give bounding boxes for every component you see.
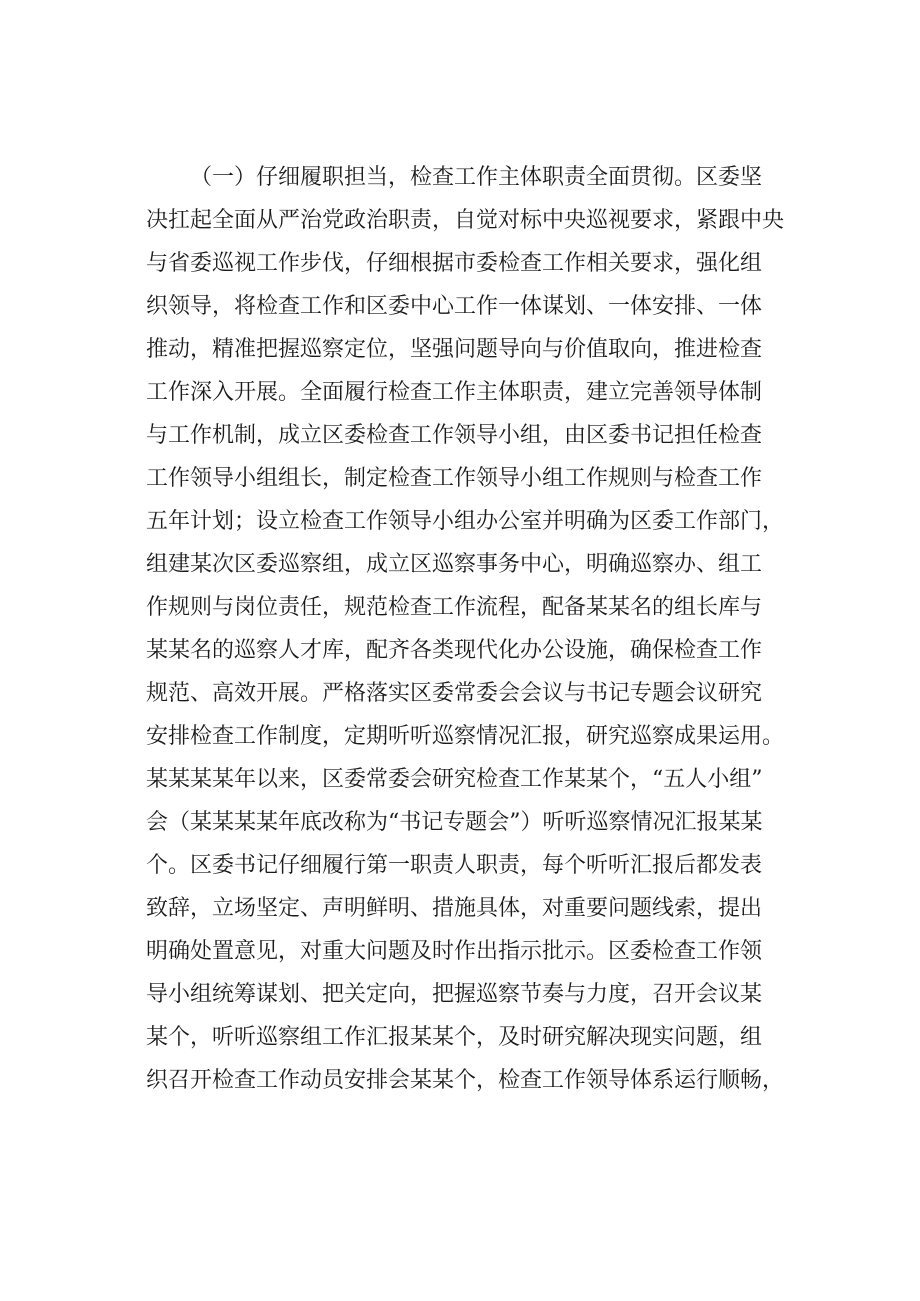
paragraph-line: （一）仔细履职担当，检查工作主体职责全面贯彻。区委坚 bbox=[190, 165, 763, 190]
paragraph-line: 与省委巡视工作步伐，仔细根据市委检查工作相关要求，强化组 bbox=[146, 251, 763, 276]
paragraph-line: 织领导，将检查工作和区委中心工作一体谋划、一体安排、一体 bbox=[146, 294, 763, 319]
body-paragraph bbox=[146, 156, 806, 1102]
paragraph-line: 推动，精准把握巡察定位，坚强问题导向与价值取向，推进检查 bbox=[146, 337, 763, 362]
paragraph-line: 作规则与岗位责任，规范检查工作流程，配备某某名的组长库与 bbox=[146, 595, 763, 620]
paragraph-line: 工作深入开展。全面履行检查工作主体职责，建立完善领导体制 bbox=[146, 380, 763, 405]
paragraph-line: 个。区委书记仔细履行第一职责人职责，每个听听汇报后都发表 bbox=[146, 853, 763, 878]
paragraph-line: 五年计划；设立检查工作领导小组办公室并明确为区委工作部门， bbox=[146, 509, 785, 534]
paragraph-line: 工作领导小组组长，制定检查工作领导小组工作规则与检查工作 bbox=[146, 466, 763, 491]
paragraph-line: 与工作机制，成立区委检查工作领导小组，由区委书记担任检查 bbox=[146, 423, 763, 448]
paragraph-line: 明确处置意见，对重大问题及时作出指示批示。区委检查工作领 bbox=[146, 939, 763, 964]
paragraph-line: 决扛起全面从严治党政治职责，自觉对标中央巡视要求，紧跟中央 bbox=[146, 208, 785, 233]
paragraph-line: 导小组统筹谋划、把关定向，把握巡察节奏与力度，召开会议某 bbox=[146, 982, 763, 1007]
paragraph-line: 某某名的巡察人才库，配齐各类现代化办公设施，确保检查工作 bbox=[146, 638, 763, 663]
paragraph-line: 织召开检查工作动员安排会某某个，检查工作领导体系运行顺畅， bbox=[146, 1068, 785, 1093]
paragraph-line: 规范、高效开展。严格落实区委常委会会议与书记专题会议研究 bbox=[146, 681, 763, 706]
paragraph-line: 某个，听听巡察组工作汇报某某个，及时研究解决现实问题，组 bbox=[146, 1025, 763, 1050]
paragraph-line: 致辞，立场坚定、声明鲜明、措施具体，对重要问题线索，提出 bbox=[146, 896, 763, 921]
paragraph-line: 组建某次区委巡察组，成立区巡察事务中心，明确巡察办、组工 bbox=[146, 552, 763, 577]
paragraph-line: 某某某某年以来，区委常委会研究检查工作某某个，“五人小组” bbox=[146, 767, 763, 792]
paragraph-line: 会（某某某某年底改称为“书记专题会”）听听巡察情况汇报某某 bbox=[146, 810, 763, 835]
paragraph-line: 安排检查工作制度，定期听听巡察情况汇报，研究巡察成果运用。 bbox=[146, 724, 785, 749]
